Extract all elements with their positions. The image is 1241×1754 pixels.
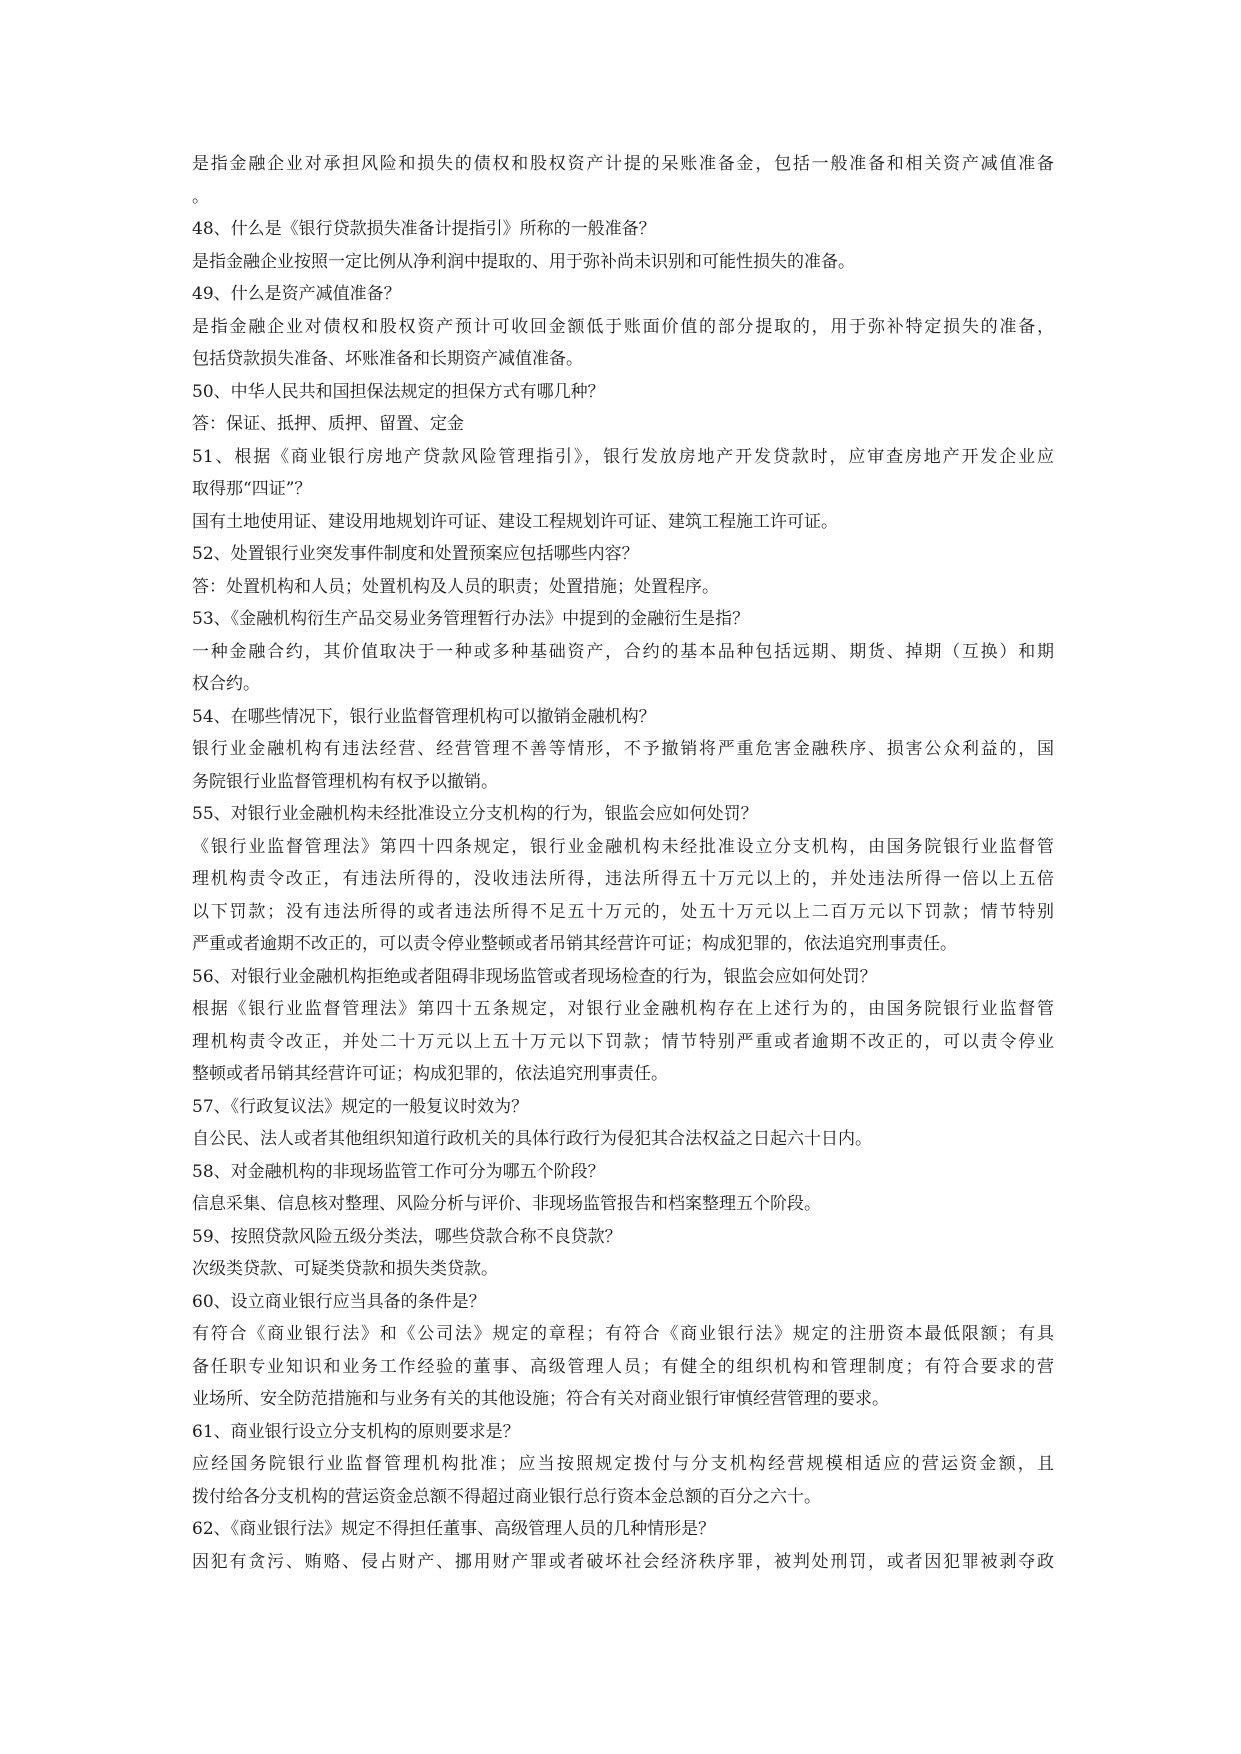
answer-line: 业场所、安全防范措施和与业务有关的其他设施；符合有关对商业银行审慎经营管理的要求。 <box>192 1389 889 1409</box>
question-line: 52、处置银行业突发事件制度和处置预案应包括哪些内容？ <box>192 544 639 564</box>
answer-line: 根据《银行业监督管理法》第四十五条规定，对银行业金融机构存在上述行为的，由国务院银行业监督管 <box>192 999 1054 1019</box>
answer-line: 应经国务院银行业监督管理机构批准；应当按照规定拨付与分支机构经营规模相适应的营运资金额，且 <box>192 1454 1054 1474</box>
answer-line: 拨付给各分支机构的营运资金总额不得超过商业银行总行资本金总额的百分之六十。 <box>192 1486 821 1507</box>
question-line: 62、《商业银行法》规定不得担任董事、高级管理人员的几种情形是？ <box>192 1519 716 1539</box>
answer-line: 以下罚款；没有违法所得的或者违法所得不足五十万元的，处五十万元以上二百万元以下罚款；情节特别 <box>192 901 1054 922</box>
answer-line: 次级类贷款、可疑类贷款和损失类贷款。 <box>192 1259 498 1279</box>
answer-line: 是指金融企业对债权和股权资产预计可收回金额低于账面价值的部分提取的，用于弥补特定损失的准备， <box>192 316 1054 337</box>
answer-line: 备任职专业知识和业务工作经验的董事、高级管理人员；有健全的组织机构和管理制度；有符合要求的营 <box>192 1356 1054 1377</box>
question-line: 61、商业银行设立分支机构的原则要求是？ <box>192 1421 520 1442</box>
answer-line: 。 <box>192 186 209 207</box>
question-line: 51、根据《商业银行房地产贷款风险管理指引》，银行发放房地产开发贷款时，应审查房地产开发企业应 <box>192 446 1054 467</box>
answer-line: 是指金融企业对承担风险和损失的债权和股权资产计提的呆账准备金，包括一般准备和相关资产减值准备 <box>192 154 1054 174</box>
question-line: 取得那“四证”？ <box>192 479 312 499</box>
answer-line: 银行业金融机构有违法经营、经营管理不善等情形，不予撤销将严重危害金融秩序、损害公众利益的，国 <box>192 739 1054 759</box>
question-line: 56、对银行业金融机构拒绝或者阻碍非现场监管或者现场检查的行为，银监会应如何处罚？ <box>192 966 877 987</box>
question-line: 60、设立商业银行应当具备的条件是？ <box>192 1291 486 1312</box>
answer-line: 整顿或者吊销其经营许可证；构成犯罪的，依法追究刑事责任。 <box>192 1064 668 1084</box>
answer-line: 信息采集、信息核对整理、风险分析与评价、非现场监管报告和档案整理五个阶段。 <box>192 1194 821 1214</box>
answer-line: 务院银行业监督管理机构有权予以撤销。 <box>192 771 498 792</box>
question-line: 57、《行政复议法》规定的一般复议时效为？ <box>192 1096 529 1117</box>
answer-line: 答：保证、抵押、质押、留置、定金 <box>192 414 464 434</box>
answer-line: 自公民、法人或者其他组织知道行政机关的具体行政行为侵犯其合法权益之日起六十日内。 <box>192 1129 872 1149</box>
answer-line: 《银行业监督管理法》第四十四条规定，银行业金融机构未经批准设立分支机构，由国务院银行业监督管 <box>192 836 1054 857</box>
answer-line: 因犯有贪污、贿赂、侵占财产、挪用财产罪或者破坏社会经济秩序罪，被判处刑罚，或者因犯罪被剥夺政 <box>192 1551 1054 1572</box>
question-line: 48、什么是《银行贷款损失准备计提指引》所称的一般准备？ <box>192 219 656 239</box>
document-page <box>192 148 1054 1578</box>
answer-line: 是指金融企业按照一定比例从净利润中提取的、用于弥补尚未识别和可能性损失的准备。 <box>192 251 855 272</box>
answer-line: 权合约。 <box>192 674 260 694</box>
question-line: 50、中华人民共和国担保法规定的担保方式有哪几种？ <box>192 381 605 402</box>
answer-line: 一种金融合约，其价值取决于一种或多种基础资产，合约的基本品种包括远期、期货、掉期（互换）和期 <box>192 641 1054 662</box>
question-line: 55、对银行业金融机构未经批准设立分支机构的行为，银监会应如何处罚？ <box>192 804 758 824</box>
answer-line: 包括贷款损失准备、坏账准备和长期资产减值准备。 <box>192 349 583 369</box>
question-line: 58、对金融机构的非现场监管工作可分为哪五个阶段？ <box>192 1161 605 1182</box>
answer-line: 国有土地使用证、建设用地规划许可证、建设工程规划许可证、建筑工程施工许可证。 <box>192 511 838 532</box>
answer-line: 答：处置机构和人员；处置机构及人员的职责；处置措施；处置程序。 <box>192 576 719 597</box>
answer-line: 有符合《商业银行法》和《公司法》规定的章程；有符合《商业银行法》规定的注册资本最低限额；有具 <box>192 1324 1054 1344</box>
answer-line: 严重或者逾期不改正的，可以责令停业整顿或者吊销其经营许可证；构成犯罪的，依法追究刑事责任。 <box>192 934 957 954</box>
question-line: 53、《金融机构衍生产品交易业务管理暂行办法》中提到的金融衍生是指？ <box>192 609 750 629</box>
answer-line: 理机构责令改正，有违法所得的，没收违法所得，违法所得五十万元以上的，并处违法所得一倍以上五倍 <box>192 869 1054 889</box>
answer-line: 理机构责令改正，并处二十万元以上五十万元以下罚款；情节特别严重或者逾期不改正的，可以责令停业 <box>192 1031 1054 1052</box>
question-line: 59、按照贷款风险五级分类法，哪些贷款合称不良贷款？ <box>192 1226 622 1247</box>
question-line: 54、在哪些情况下，银行业监督管理机构可以撤销金融机构？ <box>192 706 656 727</box>
question-line: 49、什么是资产减值准备？ <box>192 284 401 304</box>
